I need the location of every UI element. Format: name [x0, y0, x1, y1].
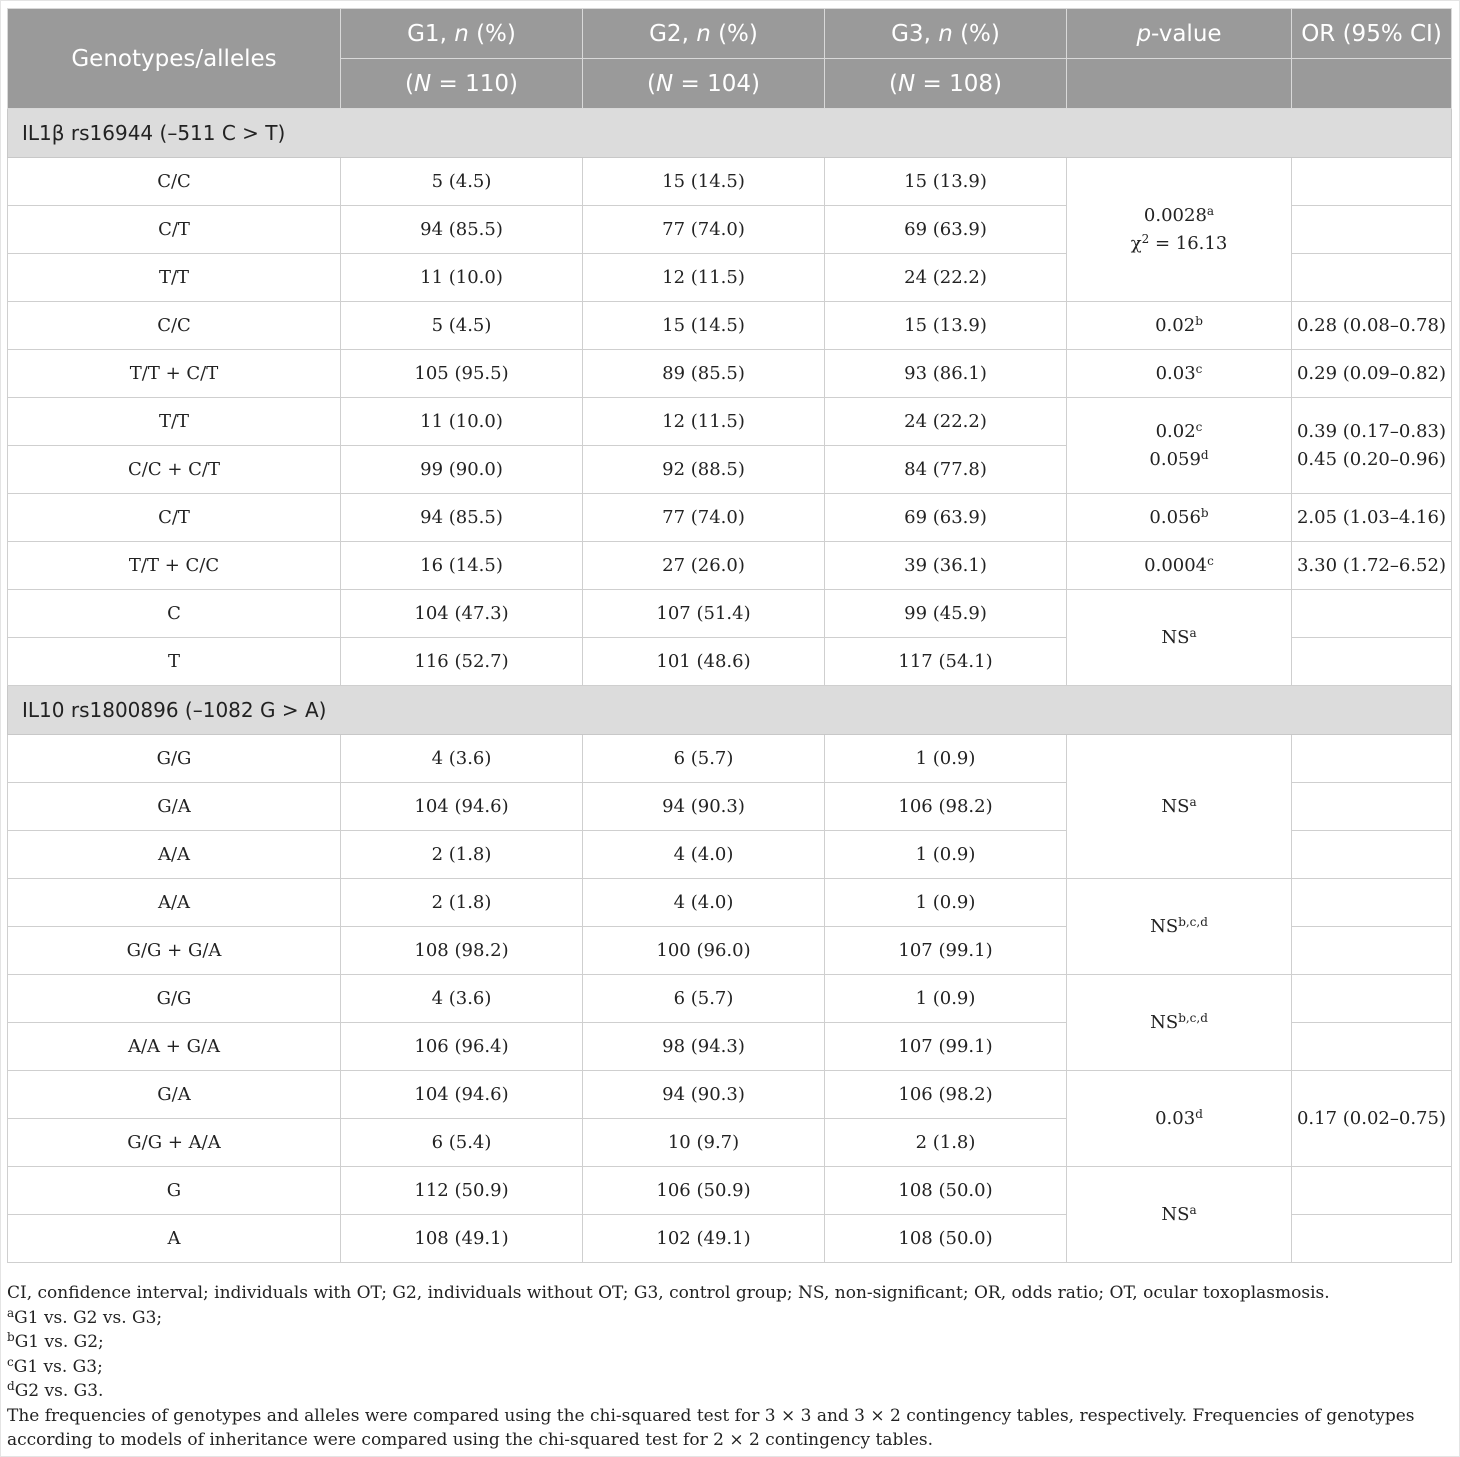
- footnote-b-sup: b: [7, 1330, 15, 1344]
- genotype-cell: G/G + A/A: [8, 1119, 341, 1167]
- footnote-d: [7, 1379, 1453, 1404]
- header-pvalue-blank: [1067, 59, 1292, 109]
- g3-cell: 84 (77.8): [825, 446, 1067, 494]
- genotype-cell: A/A: [8, 831, 341, 879]
- g2-pct: (%): [710, 20, 758, 47]
- g2-cell: 94 (90.3): [583, 1071, 825, 1119]
- g3-cell: 24 (22.2): [825, 398, 1067, 446]
- g2-cell: 12 (11.5): [583, 254, 825, 302]
- g2-cell: 102 (49.1): [583, 1215, 825, 1263]
- table-row: [8, 398, 1452, 446]
- pvalue-cell: [1067, 494, 1292, 542]
- pvalue-cell: [1067, 542, 1292, 590]
- g1-cell: 108 (98.2): [341, 927, 583, 975]
- g1-cell: 2 (1.8): [341, 879, 583, 927]
- section-title: IL1β rs16944 (–511 C > T): [8, 109, 1452, 158]
- g1-cell: 11 (10.0): [341, 398, 583, 446]
- g1-label: G1,: [407, 20, 455, 47]
- g1-cell: 2 (1.8): [341, 831, 583, 879]
- or-cell: 3.30 (1.72–6.52): [1292, 542, 1452, 590]
- table-row: [8, 1071, 1452, 1119]
- header-genotypes: [8, 9, 341, 109]
- pvalue-text: 0.059: [1149, 448, 1201, 470]
- pvalue-cell: [1067, 158, 1292, 302]
- footnote-abbreviations: CI, confidence interval; individuals with OT; G2, individuals without OT; G3, control group; NS, non-significant; OR, odds ratio; OT, ocular toxoplasmosis.: [7, 1283, 1330, 1303]
- or-cell: 0.17 (0.02–0.75): [1292, 1071, 1452, 1167]
- or-cell: [1292, 1215, 1452, 1263]
- genotype-cell: C: [8, 590, 341, 638]
- pvalue-cell: [1067, 1071, 1292, 1167]
- g1-cell: 104 (94.6): [341, 783, 583, 831]
- pvalue-cell: [1067, 398, 1292, 494]
- or-value: 0.45 (0.20–0.96): [1296, 448, 1446, 470]
- pvalue-cell: [1067, 1167, 1292, 1263]
- g3-N-val: = 108): [915, 70, 1002, 97]
- g2-cell: 106 (50.9): [583, 1167, 825, 1215]
- table-footnotes: [7, 1276, 1455, 1453]
- g2-cell: 15 (14.5): [583, 158, 825, 206]
- g2-cell: 4 (4.0): [583, 831, 825, 879]
- g3-cell: 69 (63.9): [825, 206, 1067, 254]
- pvalue-text: 0.056: [1149, 507, 1201, 528]
- chi-symbol: χ: [1130, 232, 1142, 254]
- g3-label: G3,: [891, 20, 939, 47]
- pvalue-text: NS: [1161, 1204, 1190, 1225]
- p-italic: p: [1136, 20, 1152, 47]
- genotype-cell: A: [8, 1215, 341, 1263]
- pvalue-text: NS: [1150, 1012, 1179, 1033]
- or-cell: 0.28 (0.08–0.78): [1292, 302, 1452, 350]
- g2-n: n: [696, 20, 711, 47]
- section-row-il10: [8, 686, 1452, 735]
- pvalue-cell: [1067, 879, 1292, 975]
- g2-cell: 6 (5.7): [583, 735, 825, 783]
- genotype-cell: T/T + C/T: [8, 350, 341, 398]
- or-cell: [1292, 1023, 1452, 1071]
- g2-cell: 4 (4.0): [583, 879, 825, 927]
- g2-cell: 15 (14.5): [583, 302, 825, 350]
- or-cell: [1292, 783, 1452, 831]
- pvalue-sup: b: [1195, 314, 1203, 328]
- g3-cell: 117 (54.1): [825, 638, 1067, 686]
- pvalue-text: NS: [1150, 916, 1179, 937]
- g3-N-open: (: [889, 70, 898, 97]
- table-row: [8, 879, 1452, 927]
- g1-n: n: [454, 20, 469, 47]
- genotype-cell: G/A: [8, 783, 341, 831]
- pvalue-text: 0.0004: [1144, 555, 1208, 576]
- section-row-il1b: [8, 109, 1452, 158]
- g3-cell: 99 (45.9): [825, 590, 1067, 638]
- table-row: [8, 302, 1452, 350]
- pvalue-sup: c: [1195, 362, 1203, 376]
- pvalue-sup: a: [1206, 203, 1215, 218]
- pvalue-sup: b,c,d: [1178, 915, 1208, 929]
- genotype-table-container: [7, 8, 1451, 1263]
- g1-pct: (%): [468, 20, 516, 47]
- table-row: [8, 542, 1452, 590]
- g2-cell: 12 (11.5): [583, 398, 825, 446]
- or-cell: 0.29 (0.09–0.82): [1292, 350, 1452, 398]
- g3-cell: 1 (0.9): [825, 975, 1067, 1023]
- pvalue-cell: [1067, 302, 1292, 350]
- pvalue-sup: d: [1200, 447, 1209, 462]
- g1-cell: 106 (96.4): [341, 1023, 583, 1071]
- footnote-method: The frequencies of genotypes and alleles were compared using the chi-squared test for 3 × 3 and 3 × 2 contingency tables, respectively. Frequencies of genotypes according to models of inheritance were compared using the chi-squared test for 2 × 2 contingency tables.: [7, 1405, 1415, 1450]
- pvalue-sup: a: [1189, 1203, 1197, 1217]
- genotype-cell: G/G: [8, 735, 341, 783]
- header-genotypes-label: Genotypes/alleles: [71, 45, 277, 72]
- table-row: [8, 590, 1452, 638]
- genotype-cell: C/C: [8, 302, 341, 350]
- footnote-c-sup: c: [7, 1354, 14, 1369]
- or-cell: [1292, 735, 1452, 783]
- pvalue-text: NS: [1161, 796, 1190, 817]
- or-cell: [1292, 638, 1452, 686]
- header-pvalue: [1067, 9, 1292, 59]
- g3-n: n: [938, 20, 953, 47]
- g3-cell: 107 (99.1): [825, 1023, 1067, 1071]
- table-row: [8, 1167, 1452, 1215]
- g1-cell: 105 (95.5): [341, 350, 583, 398]
- chi-sup: 2: [1141, 231, 1150, 246]
- g3-cell: 106 (98.2): [825, 783, 1067, 831]
- pvalue-sup: a: [1189, 795, 1197, 809]
- footnote-c: [7, 1355, 1453, 1380]
- g2-cell: 6 (5.7): [583, 975, 825, 1023]
- g2-cell: 94 (90.3): [583, 783, 825, 831]
- or-cell: [1292, 879, 1452, 927]
- g3-cell: 107 (99.1): [825, 927, 1067, 975]
- g2-N-val: = 104): [673, 70, 760, 97]
- g2-cell: 77 (74.0): [583, 206, 825, 254]
- g1-cell: 99 (90.0): [341, 446, 583, 494]
- g2-cell: 107 (51.4): [583, 590, 825, 638]
- genotype-cell: A/A + G/A: [8, 1023, 341, 1071]
- or-cell: [1292, 206, 1452, 254]
- or-cell: [1292, 975, 1452, 1023]
- g1-cell: 5 (4.5): [341, 158, 583, 206]
- footnote-a-text: G1 vs. G2 vs. G3;: [14, 1307, 163, 1328]
- g2-cell: 27 (26.0): [583, 542, 825, 590]
- g1-cell: 94 (85.5): [341, 494, 583, 542]
- g1-cell: 112 (50.9): [341, 1167, 583, 1215]
- g1-cell: 6 (5.4): [341, 1119, 583, 1167]
- g1-cell: 16 (14.5): [341, 542, 583, 590]
- pvalue-sup: d: [1195, 1107, 1203, 1121]
- genotype-cell: T: [8, 638, 341, 686]
- g3-cell: 15 (13.9): [825, 158, 1067, 206]
- genotype-cell: G/G + G/A: [8, 927, 341, 975]
- genotype-cell: C/T: [8, 206, 341, 254]
- genotype-cell: C/C: [8, 158, 341, 206]
- g3-cell: 2 (1.8): [825, 1119, 1067, 1167]
- pvalue-cell: [1067, 590, 1292, 686]
- table-row: [8, 350, 1452, 398]
- g1-cell: 4 (3.6): [341, 735, 583, 783]
- g3-cell: 15 (13.9): [825, 302, 1067, 350]
- footnote-c-text: G1 vs. G3;: [13, 1356, 103, 1377]
- pvalue-cell: [1067, 350, 1292, 398]
- pvalue-text: 0.03: [1155, 363, 1196, 384]
- g3-cell: 1 (0.9): [825, 735, 1067, 783]
- or-cell: [1292, 398, 1452, 494]
- g2-cell: 101 (48.6): [583, 638, 825, 686]
- g1-N-open: (: [405, 70, 414, 97]
- or-cell: [1292, 254, 1452, 302]
- g1-cell: 108 (49.1): [341, 1215, 583, 1263]
- or-cell: [1292, 158, 1452, 206]
- genotype-cell: G: [8, 1167, 341, 1215]
- g1-cell: 11 (10.0): [341, 254, 583, 302]
- pvalue-text: 0.02: [1155, 315, 1196, 336]
- header-g3: [825, 9, 1067, 59]
- g3-cell: 1 (0.9): [825, 879, 1067, 927]
- g3-cell: 108 (50.0): [825, 1167, 1067, 1215]
- header-g3-total: [825, 59, 1067, 109]
- pvalue-text: NS: [1161, 627, 1190, 648]
- g1-cell: 116 (52.7): [341, 638, 583, 686]
- pvalue-sup: a: [1189, 626, 1197, 640]
- genotype-cell: T/T + C/C: [8, 542, 341, 590]
- header-g2-total: [583, 59, 825, 109]
- g3-cell: 93 (86.1): [825, 350, 1067, 398]
- footnote-d-text: G2 vs. G3.: [14, 1381, 104, 1401]
- g2-N: N: [655, 70, 674, 97]
- g2-cell: 92 (88.5): [583, 446, 825, 494]
- genotype-cell: T/T: [8, 398, 341, 446]
- genotype-cell: G/A: [8, 1071, 341, 1119]
- g3-cell: 106 (98.2): [825, 1071, 1067, 1119]
- or-label: OR (95% CI): [1301, 20, 1442, 47]
- pvalue-cell: [1067, 735, 1292, 879]
- header-g1-total: [341, 59, 583, 109]
- pvalue-sup: c: [1195, 419, 1203, 434]
- or-cell: [1292, 1167, 1452, 1215]
- pvalue-text: 0.0028: [1143, 204, 1207, 226]
- genotype-cell: C/C + C/T: [8, 446, 341, 494]
- table-row: [8, 975, 1452, 1023]
- table-row: [8, 494, 1452, 542]
- g3-cell: 108 (50.0): [825, 1215, 1067, 1263]
- pvalue-cell: [1067, 975, 1292, 1071]
- header-or: [1292, 9, 1452, 59]
- section-title: IL10 rs1800896 (–1082 G > A): [8, 686, 1452, 735]
- genotype-table: [7, 8, 1452, 1263]
- g1-cell: 5 (4.5): [341, 302, 583, 350]
- or-value: 0.39 (0.17–0.83): [1296, 420, 1446, 442]
- g1-cell: 4 (3.6): [341, 975, 583, 1023]
- p-rest: -value: [1151, 20, 1222, 47]
- chi-value: = 16.13: [1149, 232, 1228, 254]
- g2-cell: 77 (74.0): [583, 494, 825, 542]
- footnote-b: [7, 1330, 1453, 1355]
- pvalue-text: 0.02: [1155, 420, 1196, 442]
- g1-cell: 94 (85.5): [341, 206, 583, 254]
- table-row: [8, 158, 1452, 206]
- g3-cell: 24 (22.2): [825, 254, 1067, 302]
- genotype-cell: T/T: [8, 254, 341, 302]
- g2-N-open: (: [647, 70, 656, 97]
- pvalue-sup: b: [1200, 506, 1209, 520]
- pvalue-sup: c: [1207, 554, 1214, 568]
- g3-cell: 69 (63.9): [825, 494, 1067, 542]
- g2-cell: 98 (94.3): [583, 1023, 825, 1071]
- or-cell: [1292, 831, 1452, 879]
- footnote-d-sup: d: [7, 1379, 15, 1393]
- g1-cell: 104 (94.6): [341, 1071, 583, 1119]
- g2-cell: 10 (9.7): [583, 1119, 825, 1167]
- footnote-a: [7, 1306, 1453, 1331]
- genotype-cell: G/G: [8, 975, 341, 1023]
- header-g1: [341, 9, 583, 59]
- table-row: [8, 735, 1452, 783]
- pvalue-sup: b,c,d: [1178, 1011, 1208, 1025]
- pvalue-text: 0.03: [1155, 1108, 1196, 1129]
- or-cell: [1292, 927, 1452, 975]
- g3-pct: (%): [952, 20, 1000, 47]
- header-or-blank: [1292, 59, 1452, 109]
- g1-N: N: [413, 70, 432, 97]
- genotype-cell: C/T: [8, 494, 341, 542]
- g1-cell: 104 (47.3): [341, 590, 583, 638]
- g3-N: N: [897, 70, 916, 97]
- footnote-a-sup: a: [7, 1305, 15, 1320]
- g2-cell: 89 (85.5): [583, 350, 825, 398]
- genotype-cell: A/A: [8, 879, 341, 927]
- g2-label: G2,: [649, 20, 697, 47]
- g3-cell: 1 (0.9): [825, 831, 1067, 879]
- footnote-b-text: G1 vs. G2;: [14, 1332, 104, 1352]
- g2-cell: 100 (96.0): [583, 927, 825, 975]
- or-cell: 2.05 (1.03–4.16): [1292, 494, 1452, 542]
- g3-cell: 39 (36.1): [825, 542, 1067, 590]
- g1-N-val: = 110): [431, 70, 518, 97]
- header-g2: [583, 9, 825, 59]
- or-cell: [1292, 590, 1452, 638]
